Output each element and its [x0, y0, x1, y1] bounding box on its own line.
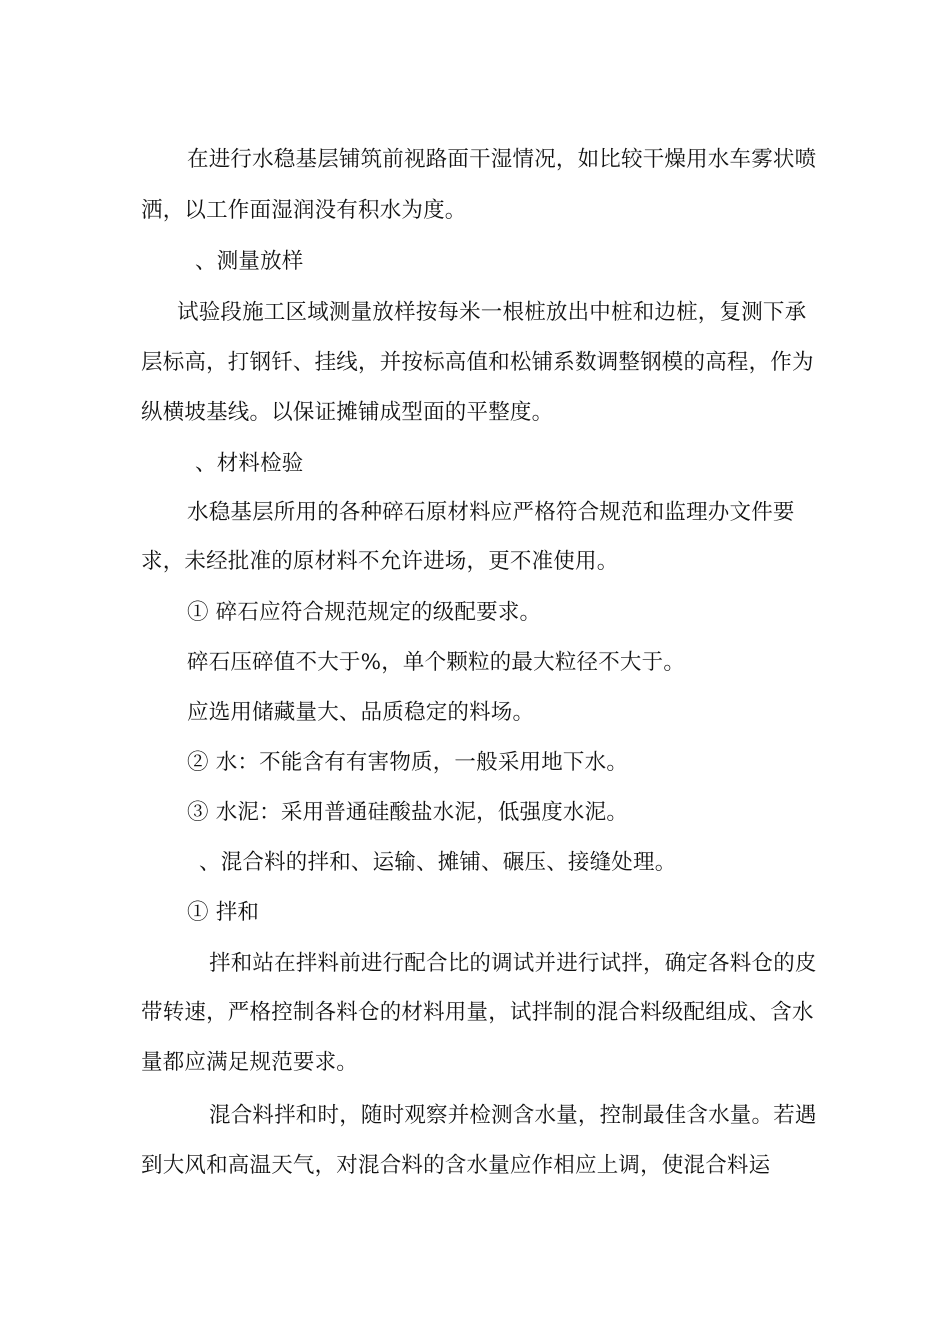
paragraph-line: 层标高，打钢钎、挂线，并按标高值和松铺系数调整钢模的高程，作为	[141, 350, 814, 375]
list-item: ③ 水泥：采用普通硅酸盐水泥，低强度水泥。	[187, 800, 629, 825]
paragraph-line: 量都应满足规范要求。	[141, 1050, 359, 1075]
list-item: ① 碎石应符合规范规定的级配要求。	[187, 600, 542, 625]
list-item: ② 水：不能含有有害物质，一般采用地下水。	[187, 750, 629, 775]
paragraph-line: 应选用储藏量大、品质稳定的料场。	[187, 700, 535, 725]
paragraph-line: 拌和站在拌料前进行配合比的调试并进行试拌，确定各料仓的皮	[209, 951, 817, 976]
paragraph-line: 试验段施工区域测量放样按每米一根桩放出中桩和边桩，复测下承	[177, 300, 807, 325]
paragraph-line: 水稳基层所用的各种碎石原材料应严格符合规范和监理办文件要	[187, 500, 795, 525]
paragraph-line: 碎石压碎值不大于%，单个颗粒的最大粒径不大于。	[187, 650, 686, 675]
section-heading: 、测量放样	[195, 249, 304, 274]
paragraph-line: 纵横坡基线。以保证摊铺成型面的平整度。	[141, 400, 554, 425]
paragraph-line: 到大风和高温天气，对混合料的含水量应作相应上调，使混合料运	[141, 1153, 771, 1178]
paragraph-line: 洒，以工作面湿润没有积水为度。	[141, 198, 467, 223]
section-heading: 、混合料的拌和、运输、摊铺、碾压、接缝处理。	[199, 850, 677, 875]
paragraph-line: 带转速，严格控制各料仓的材料用量，试拌制的混合料级配组成、含水	[141, 1000, 814, 1025]
paragraph-line: 求，未经批准的原材料不允许进场，更不准使用。	[141, 549, 619, 574]
section-heading: 、材料检验	[195, 451, 304, 476]
paragraph-line: 在进行水稳基层铺筑前视路面干湿情况，如比较干燥用水车雾状喷	[187, 147, 817, 172]
list-item: ① 拌和	[187, 900, 260, 925]
paragraph-line: 混合料拌和时，随时观察并检测含水量，控制最佳含水量。若遇	[209, 1103, 817, 1128]
